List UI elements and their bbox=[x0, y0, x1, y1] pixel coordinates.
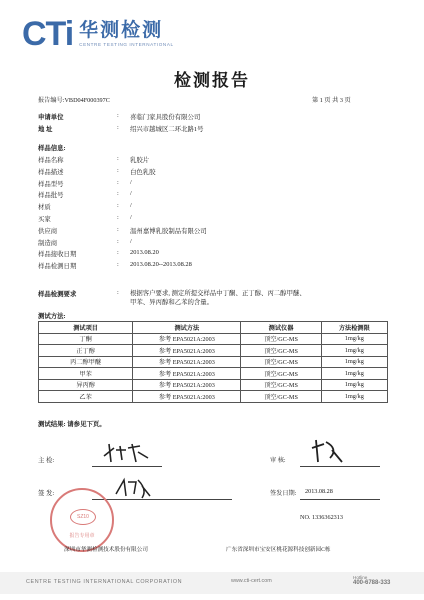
table-header-row bbox=[39, 322, 388, 334]
table-row bbox=[39, 333, 388, 345]
reviewer-label: 审 核: bbox=[270, 457, 286, 464]
page-indicator: 第 1 页 共 3 页 bbox=[312, 97, 351, 104]
report-serial: NO. 1336362313 bbox=[300, 514, 343, 521]
sample-field-value: 温州嘉博乳胶制品有限公司 bbox=[130, 227, 207, 235]
approver-label: 签 发: bbox=[38, 490, 55, 497]
applicant-value: 喜临门家具股份有限公司 bbox=[130, 114, 201, 121]
sample-field-label: 样品检测日期 bbox=[38, 263, 77, 271]
sample-field-label: 制造商 bbox=[38, 239, 58, 247]
column-header: 测试仪器 bbox=[241, 322, 321, 334]
table-row bbox=[39, 356, 388, 368]
sample-field-label: 供应商 bbox=[38, 227, 58, 235]
seal-caption: 报告专用章 bbox=[69, 534, 95, 539]
table-cell: 1mg/kg bbox=[321, 379, 387, 391]
result-heading: 测试结果: 请参见下页。 bbox=[38, 421, 106, 428]
colon: : bbox=[117, 124, 119, 131]
table-cell: 异丙醇 bbox=[39, 379, 133, 391]
sample-field-label: 样品名称 bbox=[38, 157, 64, 164]
table-cell: 顶空/GC-MS bbox=[241, 368, 321, 380]
sample-field-value: / bbox=[130, 214, 132, 221]
reviewer-signature bbox=[306, 436, 346, 466]
table-row bbox=[39, 345, 388, 357]
table-row bbox=[39, 379, 388, 391]
sample-field-value: 2013.08.20--2013.08.28 bbox=[130, 261, 192, 269]
sample-field-value: / bbox=[130, 202, 132, 210]
test-method-table bbox=[38, 321, 388, 403]
address-label: 地 址 bbox=[38, 126, 53, 133]
colon: : bbox=[117, 112, 119, 119]
table-cell: 顶空/GC-MS bbox=[241, 356, 321, 368]
table-row bbox=[39, 368, 388, 380]
table-cell: 参考 EPA5021A:2003 bbox=[133, 356, 241, 368]
colon: : bbox=[117, 249, 119, 257]
sample-field-value: 白色乳胶 bbox=[130, 168, 156, 176]
table-cell: 参考 EPA5021A:2003 bbox=[133, 368, 241, 380]
table-cell: 顶空/GC-MS bbox=[241, 379, 321, 391]
sample-field-label: 样品批号 bbox=[38, 192, 64, 200]
sample-field-label: 样品型号 bbox=[38, 180, 64, 188]
sample-field-value: / bbox=[130, 178, 132, 186]
brand-logo bbox=[22, 17, 174, 51]
table-cell: 1mg/kg bbox=[321, 356, 387, 368]
applicant-label: 申请单位 bbox=[38, 114, 64, 121]
logo-mark: CTi bbox=[22, 15, 74, 53]
footer-website[interactable]: www.cti-cert.com bbox=[231, 578, 272, 584]
sample-field-value: / bbox=[130, 237, 132, 245]
signature-line bbox=[300, 466, 380, 467]
sample-field-label: 买家 bbox=[38, 216, 51, 223]
table-row bbox=[39, 391, 388, 403]
table-cell: 参考 EPA5021A:2003 bbox=[133, 333, 241, 345]
logo-text bbox=[79, 21, 173, 47]
logo-chinese: 华测检测 bbox=[79, 20, 164, 41]
requirement-line: 甲苯、异丙醇和乙苯的含量。 bbox=[130, 299, 214, 306]
address-value: 绍兴市越城区二环北路1号 bbox=[130, 126, 204, 133]
colon: : bbox=[117, 166, 119, 174]
colon: : bbox=[117, 261, 119, 269]
table-cell: 顶空/GC-MS bbox=[241, 333, 321, 345]
footer-bar bbox=[0, 572, 424, 594]
logo-english: CENTRE TESTING INTERNATIONAL bbox=[79, 42, 174, 47]
column-header: 测试项目 bbox=[39, 322, 133, 334]
colon: : bbox=[117, 178, 119, 186]
seal-center: SZ10 bbox=[70, 509, 96, 525]
page-title: 检测报告 bbox=[174, 71, 250, 90]
sample-field-value: 乳胶片 bbox=[130, 157, 150, 164]
table-cell: 参考 EPA5021A:2003 bbox=[133, 379, 241, 391]
sample-field-value: 2013.08.20 bbox=[130, 249, 159, 257]
table-cell: 1mg/kg bbox=[321, 368, 387, 380]
colon: : bbox=[117, 289, 119, 296]
table-cell: 乙苯 bbox=[39, 391, 133, 403]
colon: : bbox=[117, 237, 119, 245]
approver-signature bbox=[112, 474, 152, 500]
requirement-label: 样品检测要求 bbox=[38, 291, 77, 298]
footer-hotline bbox=[353, 575, 390, 586]
table-cell: 参考 EPA5021A:2003 bbox=[133, 391, 241, 403]
drafter-signature bbox=[100, 440, 152, 466]
footer-company: CENTRE TESTING INTERNATIONAL CORPORATION bbox=[26, 579, 183, 585]
colon: : bbox=[117, 214, 119, 221]
hotline-number: 400-6788-333 bbox=[353, 580, 391, 586]
colon: : bbox=[117, 190, 119, 198]
table-cell: 1mg/kg bbox=[321, 333, 387, 345]
sample-field-label: 样品描述 bbox=[38, 168, 64, 176]
table-cell: 1mg/kg bbox=[321, 345, 387, 357]
hotline-label: Hotline bbox=[353, 575, 368, 580]
table-cell: 1mg/kg bbox=[321, 391, 387, 403]
colon: : bbox=[117, 155, 119, 162]
colon: : bbox=[117, 202, 119, 210]
sample-field-label: 样品接收日期 bbox=[38, 251, 77, 259]
method-heading: 测试方法: bbox=[38, 313, 66, 320]
report-number: 报告编号:VBD04F000397C bbox=[38, 97, 110, 104]
address-line: 广东省深圳市宝安区桃花源科技创新园C栋 bbox=[226, 547, 331, 553]
requirement-line: 根据客户要求, 测定所提交样品中丁酮、正丁醇、丙二醇甲醚、 bbox=[130, 290, 306, 297]
table-cell: 丁酮 bbox=[39, 333, 133, 345]
column-header: 方法检测限 bbox=[321, 322, 387, 334]
table-cell: 正丁醇 bbox=[39, 345, 133, 357]
requirement-text bbox=[130, 289, 388, 307]
table-cell: 顶空/GC-MS bbox=[241, 345, 321, 357]
official-seal bbox=[50, 488, 114, 552]
sample-info-heading: 样品信息: bbox=[38, 145, 66, 152]
colon: : bbox=[117, 225, 119, 233]
issue-date: 2013.08.28 bbox=[305, 488, 333, 495]
issue-date-label: 签发日期: bbox=[270, 490, 297, 497]
company-line: 深圳市华测检测技术股份有限公司 bbox=[64, 547, 148, 553]
table-cell: 甲苯 bbox=[39, 368, 133, 380]
drafter-label: 主 检: bbox=[38, 457, 55, 464]
sample-field-value: / bbox=[130, 190, 132, 198]
signature-line bbox=[300, 499, 380, 500]
column-header: 测试方法 bbox=[133, 322, 241, 334]
signature-line bbox=[92, 466, 162, 467]
sample-field-label: 材质 bbox=[38, 204, 51, 212]
table-cell: 参考 EPA5021A:2003 bbox=[133, 345, 241, 357]
table-cell: 顶空/GC-MS bbox=[241, 391, 321, 403]
table-cell: 丙二醇甲醚 bbox=[39, 356, 133, 368]
